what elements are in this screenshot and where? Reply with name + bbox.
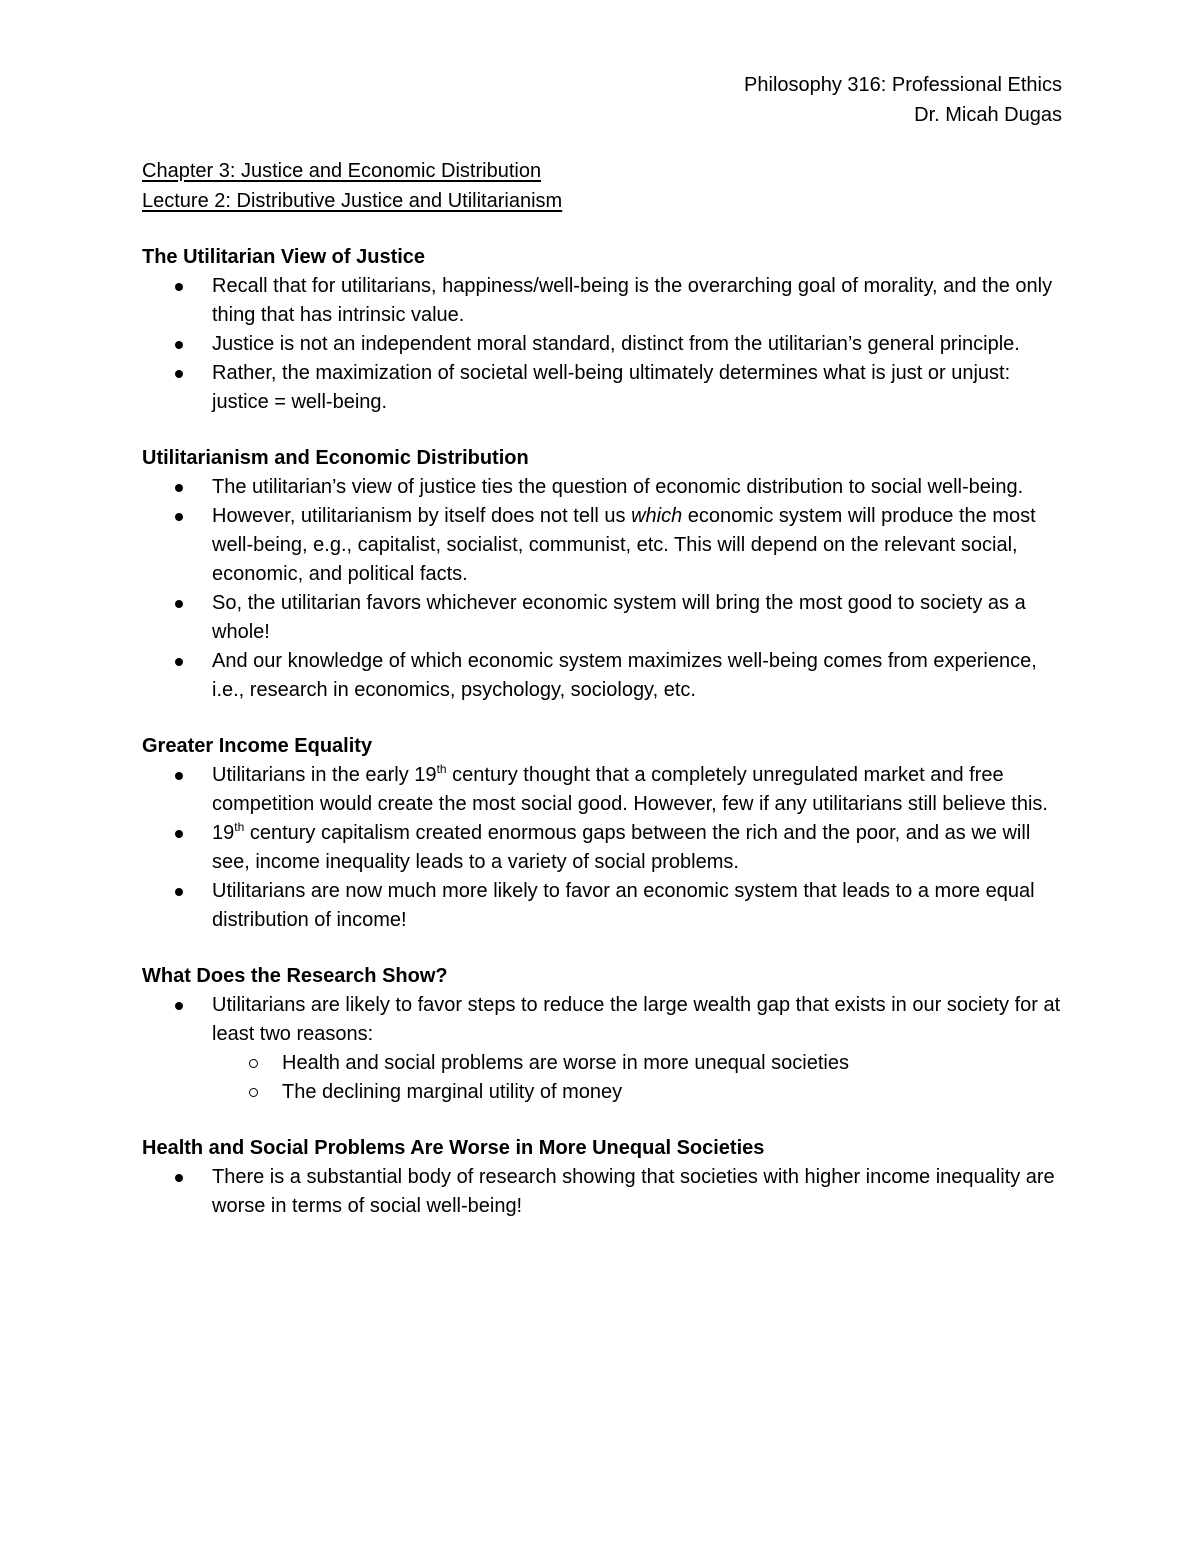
sub-bullet-item: Health and social problems are worse in more unequal societies [142, 1049, 1062, 1078]
section-research [142, 962, 1062, 1107]
instructor-name: Dr. Micah Dugas [914, 104, 1062, 126]
bullet-item: Justice is not an independent moral standard, distinct from the utilitarian’s general principle. [142, 330, 1062, 359]
ordinal-suffix: th [436, 762, 447, 776]
document-page [142, 70, 1062, 1221]
bullet-item [142, 819, 1062, 877]
section-heading: What Does the Research Show? [142, 965, 448, 987]
bullet-item: There is a substantial body of research showing that societies with higher income inequality are worse in terms of social well-being! [142, 1163, 1062, 1221]
sub-bullet-list [142, 1049, 1062, 1107]
course-title: Philosophy 316: Professional Ethics [744, 74, 1062, 96]
section-heading: Health and Social Problems Are Worse in More Unequal Societies [142, 1137, 765, 1159]
section-health-social-problems [142, 1134, 1062, 1221]
bullet-list [142, 991, 1062, 1049]
ordinal-suffix: th [234, 820, 245, 834]
bullet-item: So, the utilitarian favors whichever economic system will bring the most good to society as a whole! [142, 589, 1062, 647]
bullet-text: century capitalism created enormous gaps between the rich and the poor, and as we will see, income inequality leads to a variety of social problems. [212, 822, 1031, 873]
bullet-list [142, 473, 1062, 705]
section-economic-distribution [142, 444, 1062, 705]
document-header [142, 70, 1062, 130]
bullet-item: Utilitarians are now much more likely to favor an economic system that leads to a more equal distribution of income! [142, 877, 1062, 935]
bullet-item: Utilitarians are likely to favor steps to reduce the large wealth gap that exists in our society for at least two reasons: [142, 991, 1062, 1049]
section-heading: Greater Income Equality [142, 735, 373, 757]
emphasis-text: which [631, 505, 683, 527]
sub-bullet-item: The declining marginal utility of money [142, 1078, 1062, 1107]
bullet-text: economic system will produce the most well-being, e.g., capitalist, socialist, communist, etc. This will depend on the relevant social, economic, and political facts. [212, 505, 1036, 585]
bullet-item [142, 502, 1062, 589]
lecture-title: Lecture 2: Distributive Justice and Utilitarianism [142, 190, 563, 212]
bullet-text: 19 [212, 822, 235, 844]
bullet-item [142, 761, 1062, 819]
bullet-list [142, 1163, 1062, 1221]
bullet-item: The utilitarian’s view of justice ties the question of economic distribution to social well-being. [142, 473, 1062, 502]
bullet-list [142, 272, 1062, 417]
bullet-text: Utilitarians in the early 19 [212, 764, 437, 786]
bullet-text: century thought that a completely unregulated market and free competition would create the most social good. However, few if any utilitarians still believe this. [212, 764, 1048, 815]
bullet-item: Rather, the maximization of societal well-being ultimately determines what is just or unjust: justice = well-being. [142, 359, 1062, 417]
bullet-item: Recall that for utilitarians, happiness/well-being is the overarching goal of morality, and the only thing that has intrinsic value. [142, 272, 1062, 330]
bullet-list [142, 761, 1062, 935]
section-heading: The Utilitarian View of Justice [142, 246, 426, 268]
section-utilitarian-view [142, 243, 1062, 417]
section-heading: Utilitarianism and Economic Distribution [142, 447, 529, 469]
section-income-equality [142, 732, 1062, 935]
bullet-text: However, utilitarianism by itself does not tell us [212, 505, 632, 527]
bullet-item: And our knowledge of which economic system maximizes well-being comes from experience, i.e., research in economics, psychology, sociology, etc. [142, 647, 1062, 705]
lecture-titles [142, 156, 1062, 216]
chapter-title: Chapter 3: Justice and Economic Distribution [142, 160, 542, 182]
